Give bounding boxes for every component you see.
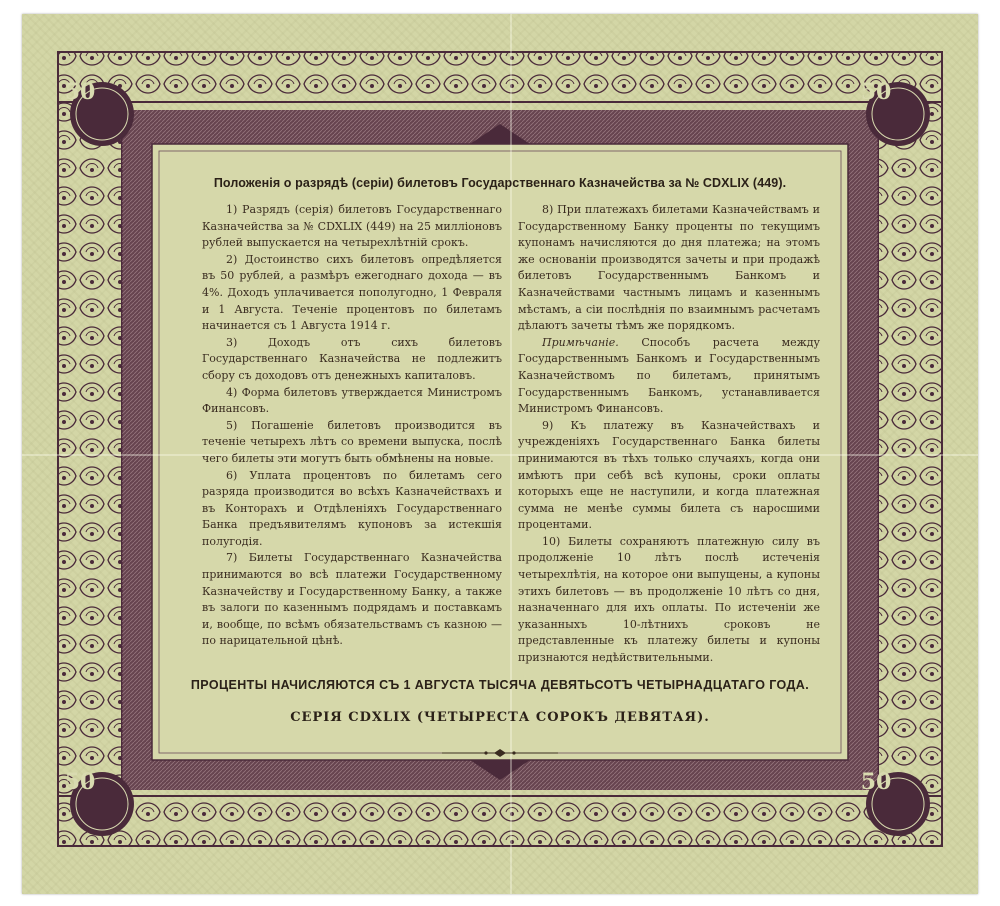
clause-3: 3) Доходъ отъ сихъ билетовъ Государственнаго Казначейства не подлежитъ сбору съ доходовъ отъ денежныхъ капиталовъ.	[202, 335, 502, 382]
banknote-paper	[22, 14, 978, 894]
clause-7: 7) Билеты Государственнаго Казначейства принимаются во всѣ платежи Государственному Казначейству и Государственному Банку, а также въ залоги по казеннымъ подрядамъ и поставкамъ и, вообще, по всѣмъ обязательствамъ съ казною — по нарицательной цѣнѣ.	[202, 551, 502, 648]
clause-5: 5) Погашеніе билетовъ производится въ теченіе четырехъ лѣтъ со времени выпуска, послѣ чего билеты эти могутъ быть обмѣнены на новые.	[202, 418, 502, 465]
corner-denomination-bl: 50	[64, 769, 96, 795]
series-line: СЕРІЯ CDXLIX (ЧЕТЫРЕСТА СОРОКЪ ДЕВЯТАЯ).	[290, 710, 710, 725]
clause-6: 6) Уплата процентовъ по билетамъ сего разряда производится во всѣхъ Казначействахъ и въ Конторахъ и Отдѣленіяхъ Государственнаго Банка предъявителямъ купоновъ за истекшія полугодія.	[202, 468, 502, 548]
note-text: Способъ расчета между Государственнымъ Банкомъ и Государственнымъ Казначействомъ по билетамъ, принятымъ Государственнымъ Банкомъ, устанавливается Министромъ Финансовъ.	[518, 335, 821, 416]
clause-9: 9) Къ платежу въ Казначействахъ и учрежденіяхъ Государственнаго Банка билеты принимаются въ тѣхъ только случаяхъ, когда они имѣютъ при себѣ всѣ купоны, сроки оплаты которыхъ еще не наступили, и когда платежная сумма не менѣе суммы билета съ наросшими процентами.	[518, 418, 820, 532]
clause-2: 2) Достоинство сихъ билетовъ опредѣляется въ 50 рублей, а размѣръ ежегоднаго дохода — въ 4%. Доходъ уплачивается пополугодно, 1 Февраля и 1 Августа. Теченіе процентовъ по билетамъ начинается съ 1 Августа 1914 г.	[202, 252, 502, 333]
left-column	[202, 202, 502, 650]
clause-1: 1) Разрядъ (серія) билетовъ Государственнаго Казначейства за № CDXLIX (449) на 25 милліоновъ рублей выпускается на четырехлѣтній срокъ.	[202, 203, 502, 250]
right-column	[518, 202, 820, 667]
interest-start-line: ПРОЦЕНТЫ НАЧИСЛЯЮТСЯ СЪ 1 АВГУСТА ТЫСЯЧА ДЕВЯТЬСОТЪ ЧЕТЫРНАДЦАТАГО ГОДА.	[190, 678, 810, 692]
corner-denomination-br: 50	[860, 769, 892, 795]
clause-8: 8) При платежахъ билетами Казначействамъ и Государственному Банку проценты по текущимъ купонамъ начисляются до дня платежа; на этомъ же основаніи производятся зачеты и при продажѣ билетовъ Государственнымъ Банкомъ и Казначействами частнымъ лицамъ и казеннымъ мѣстамъ, а сіи послѣднія по взаимнымъ расчетамъ дѣлаютъ зачеты тѣмъ же порядкомъ.	[518, 203, 820, 333]
corner-denomination-tr: 50	[860, 79, 892, 105]
corner-denomination-tl: 50	[64, 79, 96, 105]
regulations-title: Положенія о разрядѣ (серіи) билетовъ Государственнаго Казначейства за № CDXLIX (449).	[213, 176, 787, 190]
note-paragraph	[518, 335, 820, 418]
clause-10: 10) Билеты сохраняютъ платежную силу въ продолженіе 10 лѣтъ послѣ истеченія четырехлѣтія, на которое они выпущены, а купоны этихъ билетовъ — въ продолженіе 10 лѣтъ со дня, назначеннаго для ихъ оплаты. По истеченіи же указанныхъ 10-лѣтнихъ сроковъ не представленные къ платежу билеты и купоны признаются недѣйствительными.	[518, 534, 820, 665]
ornamental-divider	[442, 748, 558, 758]
clause-4: 4) Форма билетовъ утверждается Министромъ Финансовъ.	[202, 385, 502, 416]
note-label: Примѣчаніе.	[542, 335, 619, 349]
